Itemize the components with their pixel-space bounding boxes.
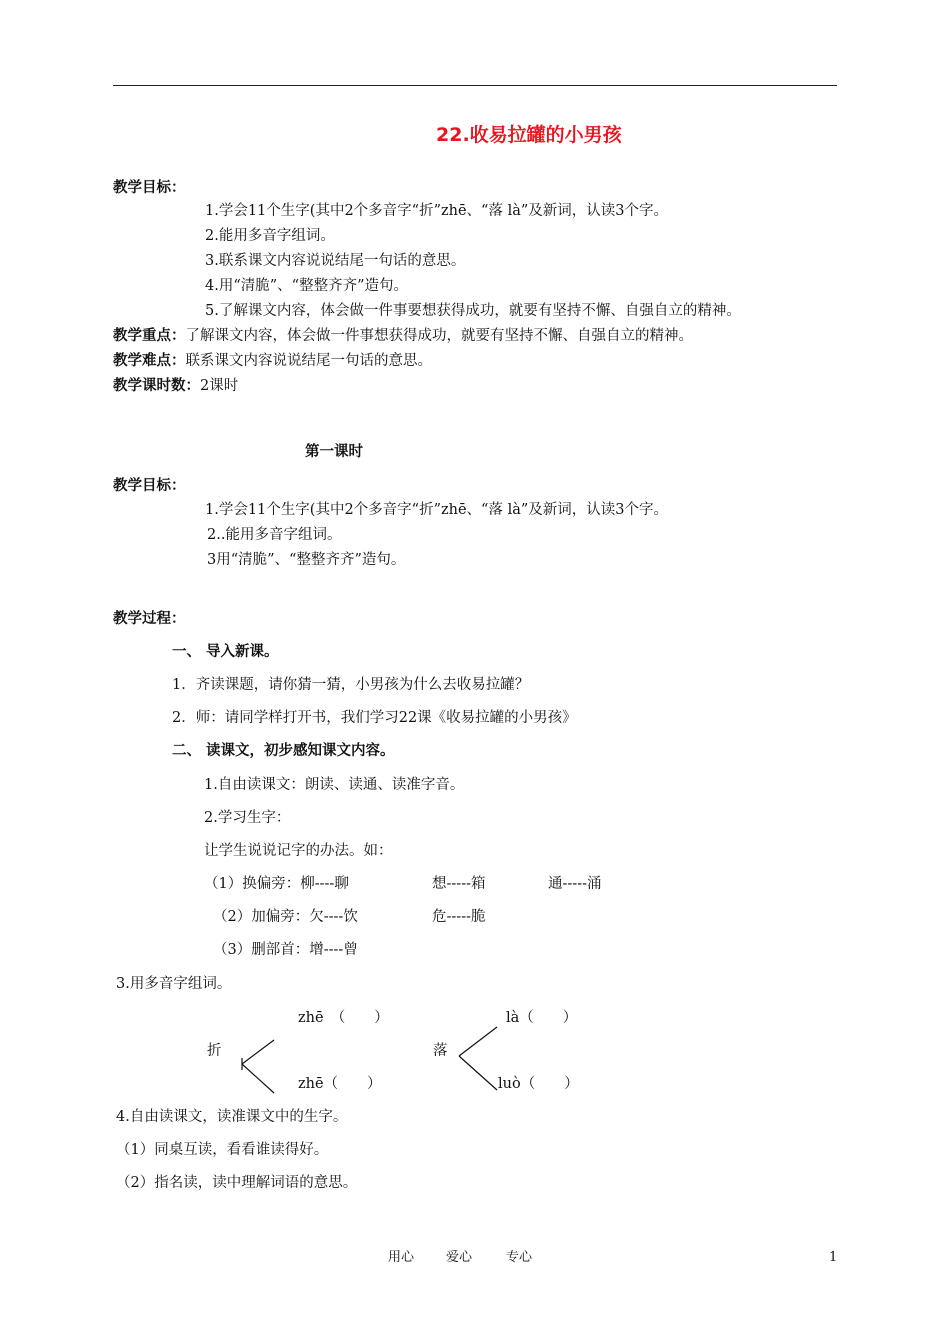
- header-rule: [113, 85, 837, 86]
- difficulty: [113, 354, 432, 369]
- method-two-pair: 危-----脆: [432, 909, 486, 925]
- page-title: 22.收易拉罐的小男孩: [436, 124, 622, 146]
- zhe-char: 折: [207, 1043, 222, 1059]
- step-four: 4.自由读课文，读准课文中的生字。: [116, 1109, 348, 1125]
- footer-motto: 用心: [388, 1250, 415, 1265]
- step-four-item: （1）同桌互读，看看谁读得好。: [116, 1142, 329, 1158]
- key-text: 了解课文内容，体会做一件事想获得成功，就要有坚持不懈、自强自立的精神。: [185, 328, 693, 344]
- page-number: 1: [829, 1250, 838, 1265]
- goals-label: 教学目标：: [113, 180, 186, 196]
- zhe-bottom-reading: zhē（ ）: [298, 1076, 382, 1092]
- lesson-goal-item: 3用“清脆”、“整整齐齐”造句。: [207, 552, 406, 568]
- process-label: 教学过程：: [113, 611, 186, 627]
- difficulty-label: 教学难点：: [113, 353, 186, 369]
- key-point: [113, 329, 693, 344]
- hours: [113, 379, 238, 394]
- section-one-title: 一、 导入新课。: [172, 644, 279, 660]
- key-label: 教学重点：: [113, 328, 186, 344]
- luo-bottom-reading: luò（ ）: [498, 1076, 579, 1092]
- difficulty-text: 联系课文内容说说结尾一句话的意思。: [185, 353, 432, 369]
- hours-text: 2课时: [200, 378, 239, 394]
- luo-top-reading: là（ ）: [506, 1010, 578, 1026]
- footer-motto: 专心: [506, 1250, 533, 1265]
- method-one-pair: 通-----涌: [548, 876, 602, 892]
- goal-item: 1.学会11个生字(其中2个多音字“折”zhē、“落 là”及新词，认读3个字。: [205, 203, 668, 219]
- section-two-title: 二、 读课文，初步感知课文内容。: [172, 743, 395, 759]
- step-two: 2.学习生字：: [204, 810, 291, 826]
- luo-char: 落: [433, 1043, 448, 1059]
- lesson-heading: 第一课时: [305, 444, 363, 460]
- goal-item: 3.联系课文内容说说结尾一句话的意思。: [205, 253, 466, 269]
- step-two-intro: 让学生说说记字的办法。如：: [204, 843, 393, 859]
- method-three: （3）删部首：增----曾: [213, 942, 358, 958]
- lesson-goal-item: 2..能用多音字组词。: [207, 527, 342, 543]
- goal-item: 2.能用多音字组词。: [205, 228, 335, 244]
- luo-branch-lines: [455, 1024, 501, 1094]
- footer-motto: 爱心: [446, 1250, 473, 1265]
- step-one: 1.自由读课文：朗读、读通、读准字音。: [204, 777, 465, 793]
- step-three: 3.用多音字组词。: [116, 976, 232, 992]
- goal-item: 5.了解课文内容，体会做一件事要想获得成功，就要有坚持不懈、自强自立的精神。: [205, 303, 741, 319]
- lesson-goals-label: 教学目标：: [113, 478, 186, 494]
- goal-item: 4.用“清脆”、“整整齐齐”造句。: [205, 278, 408, 294]
- method-one: （1）换偏旁：柳----聊: [204, 876, 349, 892]
- step-four-item: （2）指名读，读中理解词语的意思。: [116, 1175, 358, 1191]
- method-two: （2）加偏旁：欠----饮: [213, 909, 358, 925]
- section-one-item: 1．齐读课题，请你猜一猜，小男孩为什么去收易拉罐？: [172, 677, 530, 693]
- section-one-item: 2．师：请同学样打开书，我们学习22课《收易拉罐的小男孩》: [172, 710, 577, 726]
- zhe-branch-lines: [238, 1036, 278, 1096]
- method-one-pair: 想-----箱: [432, 876, 486, 892]
- zhe-top-reading: zhē （ ）: [298, 1010, 389, 1026]
- hours-label: 教学课时数：: [113, 378, 200, 394]
- lesson-goal-item: 1.学会11个生字(其中2个多音字“折”zhē、“落 là”及新词，认读3个字。: [205, 502, 668, 518]
